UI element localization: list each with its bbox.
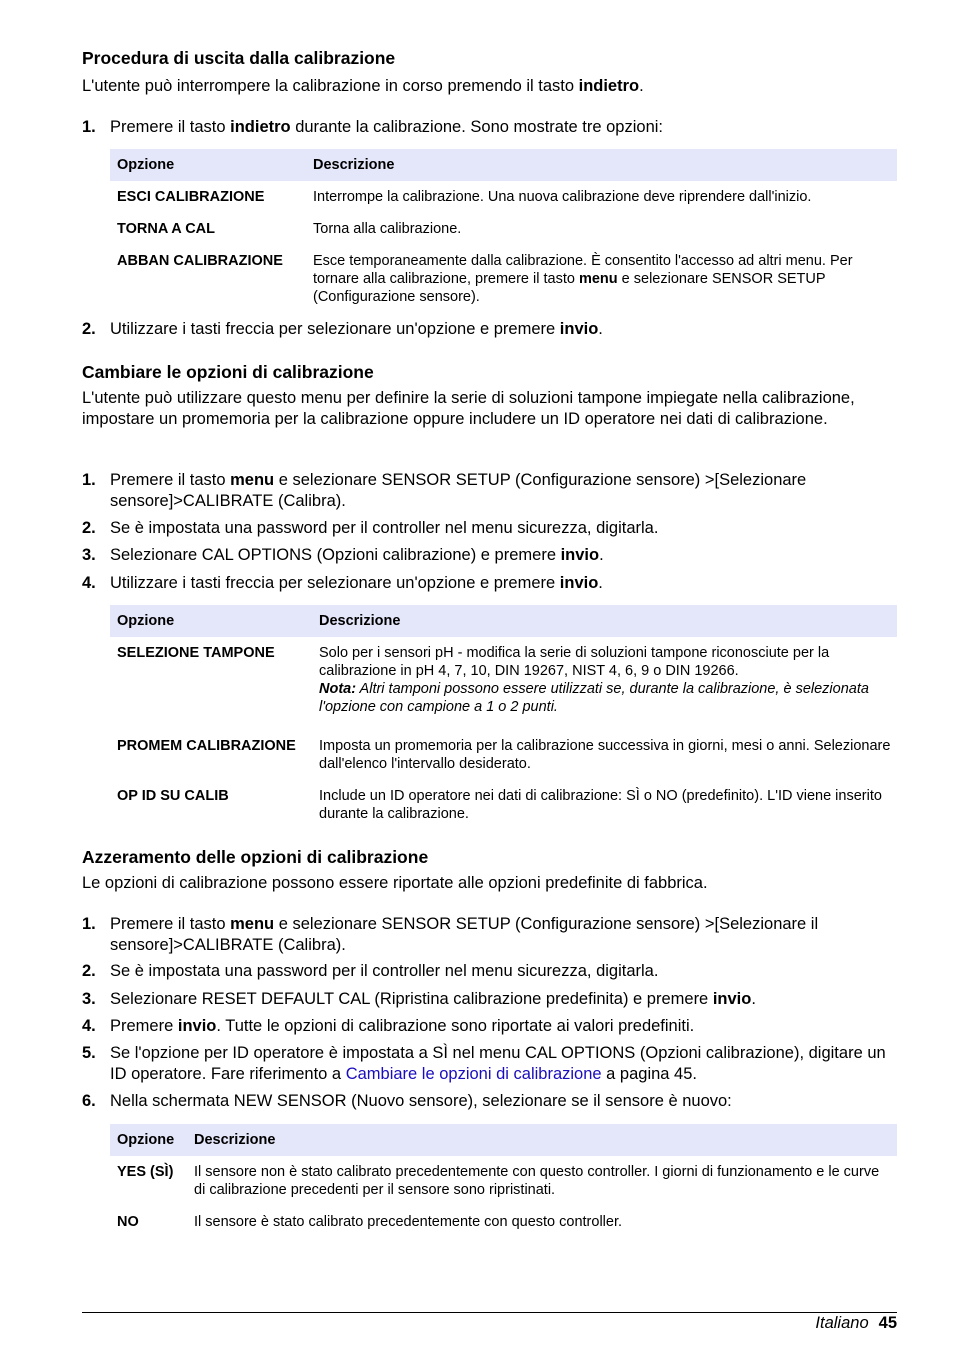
step-number: 1.	[82, 118, 96, 136]
step-number: 6.	[82, 1092, 96, 1110]
option-description: Include un ID operatore nei dati di calibrazione: SÌ o NO (predefinito). L'ID viene inserito durante la calibrazione.	[319, 788, 882, 822]
option-description: Imposta un promemoria per la calibrazione successiva in giorni, mesi o anni. Selezionare dall'elenco l'intervallo desiderato.	[319, 738, 891, 772]
table-header-row	[110, 605, 897, 637]
step-text: Se l'opzione per ID operatore è impostata a SÌ nel menu CAL OPTIONS (Opzioni calibrazione), digitare un ID operatore. Fare riferimento a Cambiare le opzioni di calibrazione a pagina 45.	[110, 1044, 886, 1083]
option-name: ABBAN CALIBRAZIONE	[117, 253, 283, 269]
table-row	[110, 781, 897, 831]
column-header-description: Descrizione	[312, 605, 897, 637]
step-item	[82, 545, 897, 566]
option-name: ESCI CALIBRAZIONE	[117, 189, 265, 205]
step-item	[82, 989, 897, 1010]
step-text: Se è impostata una password per il controller nel menu sicurezza, digitarla.	[110, 519, 659, 537]
step-number: 4.	[82, 574, 96, 592]
step-text: Utilizzare i tasti freccia per selezionare un'opzione e premere invio.	[110, 574, 603, 592]
step-number: 2.	[82, 320, 96, 338]
step-item	[82, 117, 897, 138]
step-text: Premere il tasto menu e selezionare SENSOR SETUP (Configurazione sensore) >[Selezionare il sensore]>CALIBRATE (Calibra).	[110, 915, 819, 954]
table-row	[110, 637, 897, 731]
step-text: Premere il tasto indietro durante la calibrazione. Sono mostrate tre opzioni:	[110, 118, 664, 136]
step-text: Selezionare RESET DEFAULT CAL (Ripristina calibrazione predefinita) e premere invio.	[110, 990, 756, 1008]
section-intro: L'utente può utilizzare questo menu per definire la serie di soluzioni tampone impiegate nella calibrazione, impostare un promemoria per la calibrazione oppure includere un ID operatore nei dati di calibrazione.	[82, 389, 855, 428]
step-item	[82, 914, 897, 955]
step-text: Se è impostata una password per il controller nel menu sicurezza, digitarla.	[110, 962, 659, 980]
step-text: Selezionare CAL OPTIONS (Opzioni calibrazione) e premere invio.	[110, 546, 604, 564]
table-row	[110, 214, 897, 246]
step-number: 5.	[82, 1044, 96, 1062]
step-number: 4.	[82, 1017, 96, 1035]
table-row	[110, 1156, 897, 1207]
page-footer	[815, 1312, 897, 1333]
column-header-description: Descrizione	[187, 1124, 897, 1156]
footer-divider	[82, 1312, 897, 1313]
table-row	[110, 731, 897, 781]
option-name: PROMEM CALIBRAZIONE	[117, 738, 296, 754]
section-intro: Le opzioni di calibrazione possono essere riportate alle opzioni predefinite di fabbrica.	[82, 874, 708, 892]
step-number: 1.	[82, 915, 96, 933]
section-intro: L'utente può interrompere la calibrazione in corso premendo il tasto indietro.	[82, 77, 644, 95]
column-header-option: Opzione	[110, 605, 312, 637]
table-row	[110, 1207, 897, 1239]
step-text: Utilizzare i tasti freccia per selezionare un'opzione e premere invio.	[110, 320, 603, 338]
options-table	[110, 1124, 897, 1239]
step-text: Premere invio. Tutte le opzioni di calibrazione sono riportate ai valori predefiniti.	[110, 1017, 695, 1035]
step-item	[82, 470, 897, 511]
option-description: Torna alla calibrazione.	[313, 221, 462, 237]
step-item	[82, 961, 897, 982]
section-title-exit-calibration: Procedura di uscita dalla calibrazione	[82, 48, 396, 68]
step-number: 3.	[82, 990, 96, 1008]
option-description: Il sensore è stato calibrato precedentemente con questo controller.	[194, 1214, 623, 1230]
footer-language: Italiano	[815, 1314, 869, 1332]
step-item	[82, 573, 897, 594]
step-text: Premere il tasto menu e selezionare SENSOR SETUP (Configurazione sensore) >[Selezionare sensore]>CALIBRATE (Calibra).	[110, 471, 807, 510]
column-header-option: Opzione	[110, 1124, 187, 1156]
section-title-reset-options: Azzeramento delle opzioni di calibrazione	[82, 847, 429, 867]
option-name: NO	[117, 1214, 139, 1230]
table-header-row	[110, 1124, 897, 1156]
column-header-option: Opzione	[110, 149, 306, 181]
options-table	[110, 149, 897, 314]
table-row	[110, 246, 897, 314]
table-row	[110, 181, 897, 214]
step-text: Nella schermata NEW SENSOR (Nuovo sensore), selezionare se il sensore è nuovo:	[110, 1092, 732, 1110]
step-item	[82, 1043, 897, 1084]
step-number: 2.	[82, 519, 96, 537]
option-description: Solo per i sensori pH - modifica la serie di soluzioni tampone riconosciute per la calibrazione in pH 4, 7, 10, DIN 19267, NIST 4, 6, 9 o DIN 19266. Nota: Altri tamponi possono essere utilizzati se, durante la calibrazione, è selezionata l'opzione con campione a 1 o 2 punti.	[319, 645, 869, 715]
option-description: Interrompe la calibrazione. Una nuova calibrazione deve riprendere dall'inizio.	[313, 189, 812, 205]
column-header-description: Descrizione	[306, 149, 897, 181]
step-item	[82, 319, 897, 340]
option-description: Esce temporaneamente dalla calibrazione. È consentito l'accesso ad altri menu. Per tornare alla calibrazione, premere il tasto menu e selezionare SENSOR SETUP (Configurazione sensore).	[313, 253, 853, 305]
option-description: Il sensore non è stato calibrato precedentemente con questo controller. I giorni di funzionamento e le curve di calibrazione precedenti per il sensore sono ripristinati.	[194, 1164, 880, 1198]
step-number: 2.	[82, 962, 96, 980]
option-name: OP ID SU CALIB	[117, 788, 229, 804]
step-number: 3.	[82, 546, 96, 564]
step-item	[82, 518, 897, 539]
step-number: 1.	[82, 471, 96, 489]
option-name: TORNA A CAL	[117, 221, 216, 237]
option-name: SELEZIONE TAMPONE	[117, 645, 275, 661]
step-item	[82, 1016, 897, 1037]
page-number: 45	[878, 1314, 897, 1332]
cross-reference-link[interactable]: Cambiare le opzioni di calibrazione	[345, 1064, 602, 1083]
options-table	[110, 605, 897, 831]
section-title-change-options: Cambiare le opzioni di calibrazione	[82, 362, 374, 382]
table-header-row	[110, 149, 897, 181]
option-name: YES (SÌ)	[117, 1164, 174, 1180]
step-item	[82, 1091, 897, 1112]
